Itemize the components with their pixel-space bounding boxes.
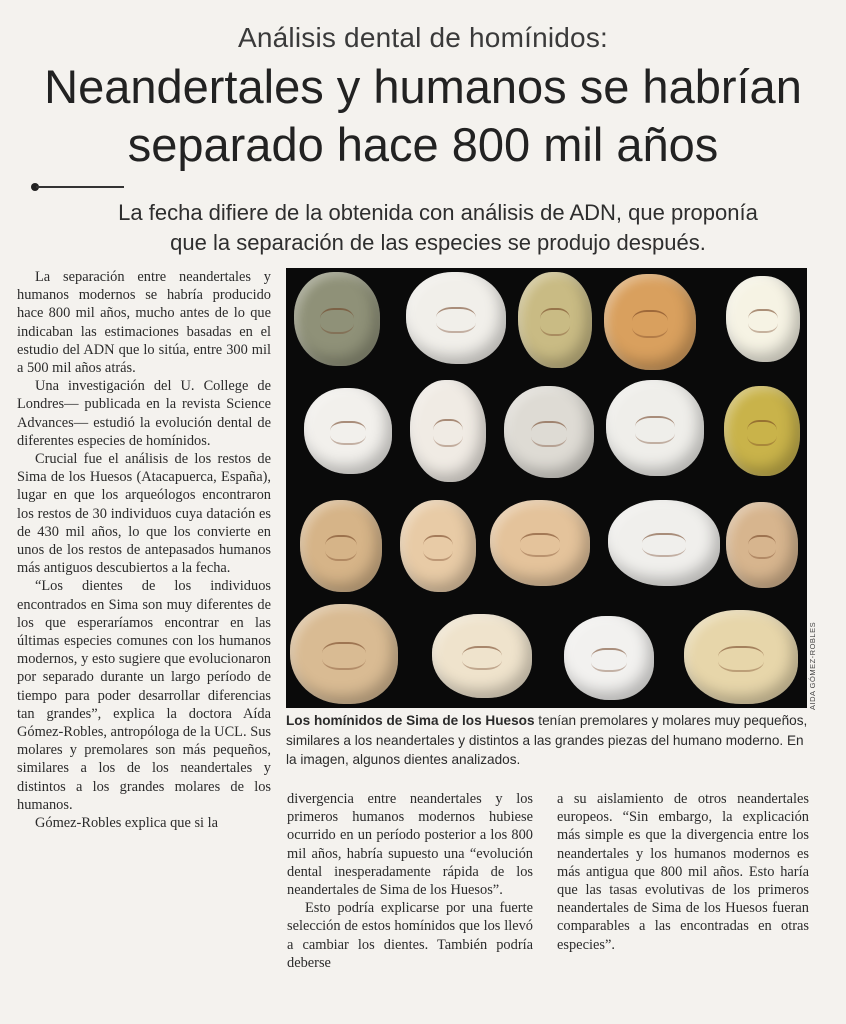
tooth-fissure [591,648,627,672]
paragraph: Crucial fue el análisis de los restos de Sima de los Huesos (Atacapuerca, España), lugar en que los arqueólogos encontraron los restos de 30 individuos cuya datación es de 430 mil años, lo que los convierte en unos de los restos de antepasados humanos más antiguos descubiertos a la fecha. [17,451,271,577]
paragraph: La separación entre neandertales y humanos modernos se habría producido hace 800 mil años, mucho antes de lo que indicaban las estimaciones basadas en el estudio del ADN que lo sitúa, entre 300 mil a 500 mil años atrás. [17,269,271,377]
paragraph: Una investigación del U. College de Londres— publicada en la revista Science Advances— estudió la evolución dental de diferentes especies de homínidos. [17,378,271,449]
paragraph: Esto podría explicarse por una fuerte selección de estos homínidos que los llevó a cambiar los dientes. También podría deberse [287,900,533,971]
tooth-specimen [606,380,704,476]
photo-credit: AIDA GÓMEZ-ROBLES [808,621,817,710]
tooth-specimen [604,274,696,370]
headline [0,58,846,174]
tooth-fissure [748,309,778,334]
tooth-fissure [462,646,502,670]
tooth-specimen [608,500,720,586]
tooth-fissure [748,535,777,560]
caption-text: tenían premolares y molares muy pequeños, similares a los neandertales y distintos a las grandes piezas del humano moderno. En la imagen, algunos dientes analizados. [286,713,808,767]
photo-caption [286,711,808,770]
tooth-fissure [436,307,476,333]
tooth-fissure [330,421,365,446]
tooth-specimen [304,388,392,474]
kicker: Análisis dental de homínidos: [237,22,609,53]
body-column-1 [17,268,271,832]
tooth-fissure [642,533,687,558]
section-rule [36,186,124,188]
deck-line-2: que la separación de las especies se produjo después. [170,230,706,255]
paragraph: a su aislamiento de otros neandertales europeos. “Sin embargo, la explicación más simple es que la divergencia entre los neandertales y los humanos modernos es más antigua que 800 mil años. Esto haría que las tasas evolutivas de los primeros neandertales de Sima de los Huesos fueran comparables a las encontradas en otras especies”. [557,791,809,953]
deck [30,198,846,258]
tooth-specimen [410,380,486,482]
caption-lead: Los homínidos de Sima de los Huesos [286,713,535,728]
tooth-specimen [294,272,380,366]
tooth-specimen [504,386,594,478]
tooth-fissure [322,642,365,670]
headline-line-2: separado hace 800 mil años [127,118,719,171]
tooth-fissure [632,310,669,337]
tooth-specimen [726,502,798,588]
paragraph: divergencia entre neandertales y los primeros humanos modernos hubiese ocurrido en un período posterior a los 800 mil años, habría supuesto una “evolución dental inesperadamente rápida de los neandertales de Sima de los Huesos”. [287,791,533,899]
tooth-specimen [564,616,654,700]
teeth-photo [286,268,807,708]
tooth-fissure [325,535,358,561]
tooth-fissure [540,308,570,335]
paragraph: “Los dientes de los individuos encontrados en Sima son muy diferentes de los que esperaríamos encontrar en las últimas especies comunes con los humanos modernos, y esto sugiere que evolucionaron por separado durante un largo período de tiempo para poder desarrollar diferencias tan grandes”, explica la doctora Aída Gómez-Robles, antropóloga de la UCL. Sus molares y premolares son más pequeños, similares a los de los neandertales y distintos a los grandes molares de los humanos. [17,578,271,813]
tooth-specimen [300,500,382,592]
tooth-specimen [432,614,532,698]
deck-line-1: La fecha difiere de la obtenida con análisis de ADN, que proponía [118,200,758,225]
tooth-fissure [423,535,453,561]
tooth-fissure [520,533,560,558]
tooth-fissure [747,420,777,446]
headline-line-1: Neandertales y humanos se habrían [44,60,802,113]
body-column-3 [557,790,809,954]
tooth-specimen [290,604,398,704]
body-column-2 [287,790,533,972]
tooth-fissure [635,416,674,443]
tooth-specimen [726,276,800,362]
tooth-specimen [684,610,798,704]
tooth-fissure [531,421,567,447]
tooth-specimen [724,386,800,476]
tooth-specimen [490,500,590,586]
tooth-specimen [406,272,506,364]
tooth-fissure [433,419,463,447]
tooth-specimen [400,500,476,592]
tooth-fissure [718,646,764,673]
paragraph: Gómez-Robles explica que si la [35,815,219,832]
tooth-fissure [320,308,354,335]
tooth-specimen [518,272,592,368]
